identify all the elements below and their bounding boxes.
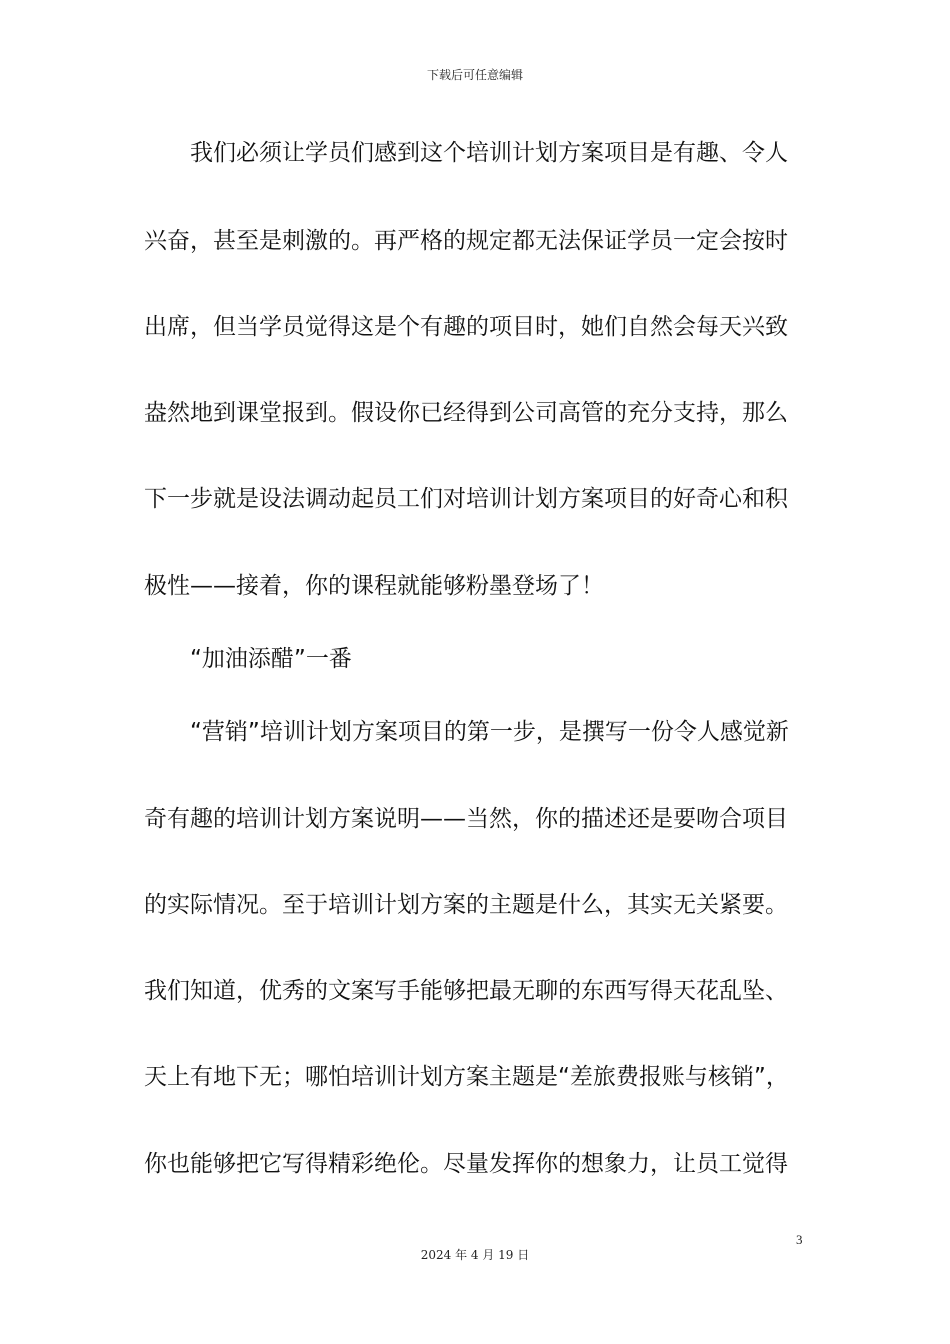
section-heading: “加油添醋”一番 [190, 646, 352, 672]
paragraph-line: 我们知道，优秀的文案写手能够把最无聊的东西写得天花乱坠、 [144, 978, 788, 1004]
paragraph-line: 下一步就是设法调动起员工们对培训计划方案项目的好奇心和积 [144, 486, 788, 512]
footer-date: 2024 年 4 月 19 日 [420, 1248, 530, 1262]
page-header: 下载后可任意编辑 [426, 68, 523, 82]
paragraph-line: 兴奋，甚至是刺激的。再严格的规定都无法保证学员一定会按时 [144, 228, 788, 254]
paragraph-line: 盎然地到课堂报到。假设你已经得到公司高管的充分支持，那么 [144, 400, 788, 426]
page-number: 3 [796, 1232, 803, 1247]
paragraph-line: “营销”培训计划方案项目的第一步，是撰写一份令人感觉新 [190, 719, 789, 745]
paragraph-line: 极性——接着，你的课程就能够粉墨登场了！ [144, 573, 604, 599]
paragraph-line: 天上有地下无；哪怕培训计划方案主题是“差旅费报账与核销”， [144, 1064, 789, 1090]
paragraph-line: 的实际情况。至于培训计划方案的主题是什么，其实无关紧要。 [144, 892, 788, 918]
paragraph-line: 出席，但当学员觉得这是个有趣的项目时，她们自然会每天兴致 [144, 314, 788, 340]
paragraph-line: 你也能够把它写得精彩绝伦。尽量发挥你的想象力，让员工觉得 [144, 1151, 788, 1177]
paragraph-line: 我们必须让学员们感到这个培训计划方案项目是有趣、令人 [190, 140, 788, 166]
paragraph-line: 奇有趣的培训计划方案说明——当然，你的描述还是要吻合项目 [144, 806, 788, 832]
